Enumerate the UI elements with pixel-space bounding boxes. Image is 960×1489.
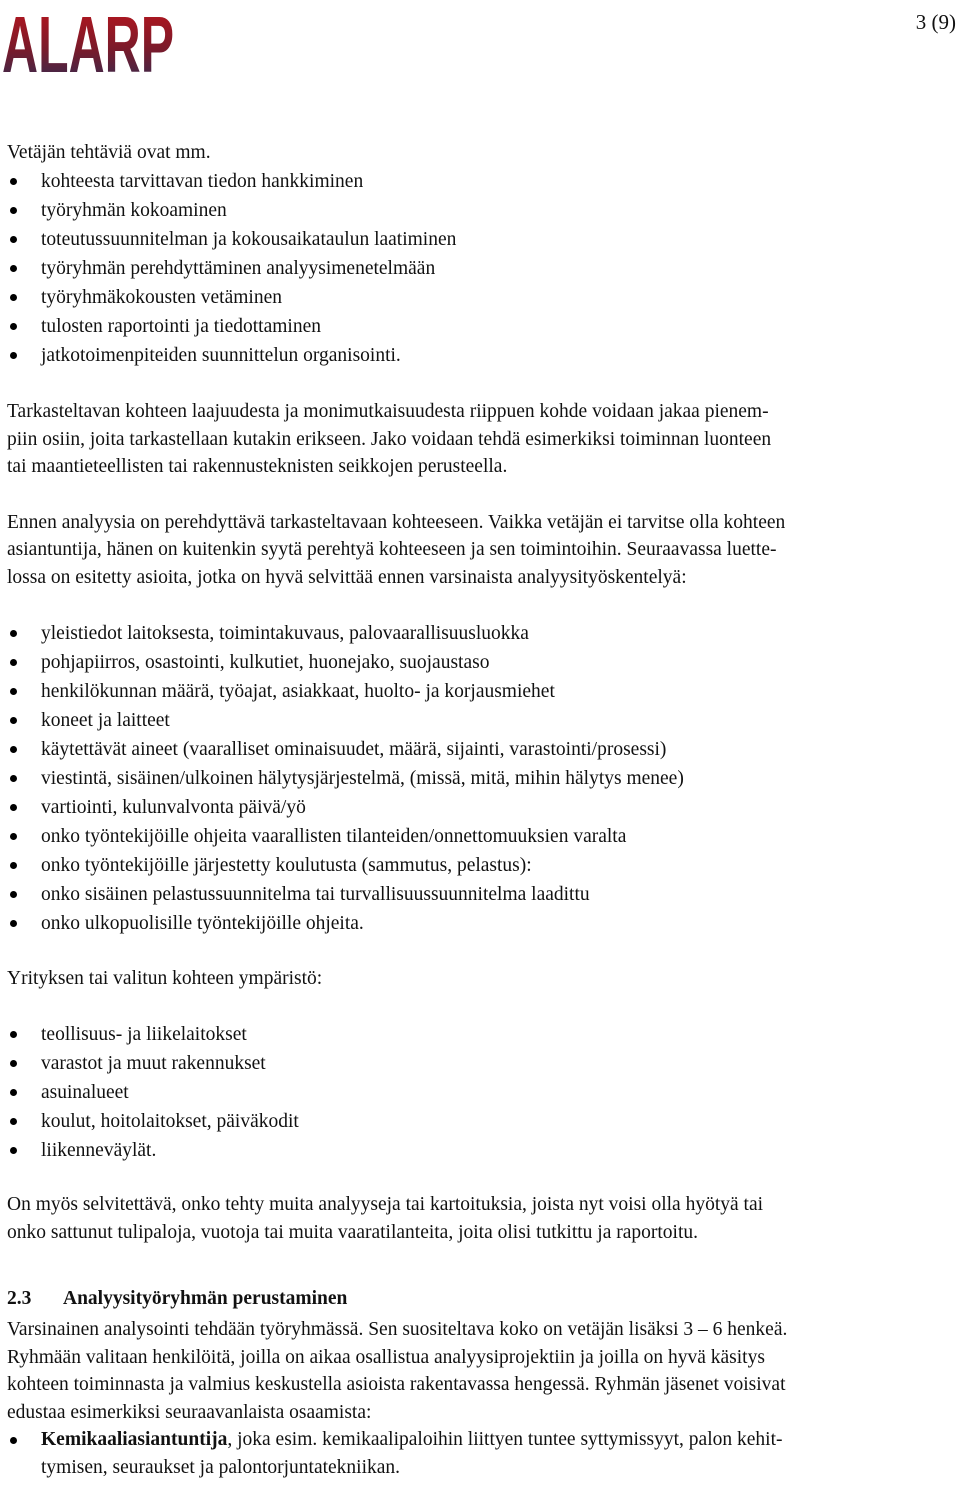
section-heading <box>7 1284 957 1313</box>
text-line: kohteen toiminnasta ja valmius keskustella asioista rakentavassa hengessä. Ryhmän jäsenet voisivat <box>7 1374 786 1395</box>
list-item: toteutussuunnitelman ja kokousaikataulun laatiminen <box>7 225 957 254</box>
text-line: On myös selvitettävä, onko tehty muita analyyseja tai kartoituksia, joista nyt voisi olla hyötyä tai <box>7 1194 764 1215</box>
paragraph-division <box>7 398 957 481</box>
list-item: onko sisäinen pelastussuunnitelma tai turvallisuussuunnitelma laadittu <box>7 880 957 909</box>
paragraph-working-group <box>7 1316 957 1426</box>
list-item: työryhmän perehdyttäminen analyysimenetelmään <box>7 254 957 283</box>
list-item: koneet ja laitteet <box>7 706 957 735</box>
text-line: tai maantieteellisten tai rakennusteknisten seikkojen perusteella. <box>7 456 508 477</box>
paragraph-other-analyses <box>7 1191 957 1246</box>
paragraph-orientation <box>7 509 957 592</box>
logo-text: ALARP <box>2 0 174 89</box>
checklist <box>7 619 957 938</box>
list-item: viestintä, sisäinen/ulkoinen hälytysjärjestelmä, (missä, mitä, mihin hälytys menee) <box>7 764 957 793</box>
page-number: 3 (9) <box>915 10 956 34</box>
section-number: 2.3 <box>7 1288 32 1309</box>
list-item: varastot ja muut rakennukset <box>7 1049 957 1078</box>
text-line: Tarkasteltavan kohteen laajuudesta ja monimutkaisuudesta riippuen kohde voidaan jakaa pienem- <box>7 401 769 422</box>
text-line: Ennen analyysia on perehdyttävä tarkasteltavaan kohteeseen. Vaikka vetäjän ei tarvitse olla kohteen <box>7 511 786 533</box>
text-line: , joka esim. kemikaalipaloihin liittyen tuntee syttymissyyt, palon kehit- <box>227 1429 783 1450</box>
text-line: Varsinainen analysointi tehdään työryhmässä. Sen suositeltava koko on vetäjän lisäksi 3 – 6 henkeä. <box>7 1319 788 1340</box>
text-line: tymisen, seuraukset ja palontorjuntatekniikan. <box>41 1456 401 1478</box>
expertise-term: Kemikaaliasiantuntija <box>41 1429 228 1450</box>
list-item: tulosten raportointi ja tiedottaminen <box>7 312 957 341</box>
expertise-list <box>7 1426 957 1481</box>
document-body <box>7 138 957 1481</box>
section-title: Analyysityöryhmän perustaminen <box>63 1288 348 1309</box>
list-item: pohjapiirros, osastointi, kulkutiet, huonejako, suojaustaso <box>7 648 957 677</box>
list-item: käytettävät aineet (vaaralliset ominaisuudet, määrä, sijainti, varastointi/prosessi) <box>7 735 957 764</box>
list-item: vartiointi, kulunvalvonta päivä/yö <box>7 793 957 822</box>
text-line: onko sattunut tulipaloja, vuotoja tai muita vaaratilanteita, joita olisi tutkittu ja raportoitu. <box>7 1221 699 1243</box>
list-item: koulut, hoitolaitokset, päiväkodit <box>7 1107 957 1136</box>
alarp-logo <box>2 0 174 89</box>
list-item: onko työntekijöille ohjeita vaarallisten tilanteiden/onnettomuuksien varalta <box>7 822 957 851</box>
list-item: onko ulkopuolisille työntekijöille ohjeita. <box>7 909 957 938</box>
list-item: jatkotoimenpiteiden suunnittelun organisointi. <box>7 341 957 370</box>
text-line: edustaa esimerkiksi seuraavanlaista osaamista: <box>7 1401 372 1423</box>
text-line: lossa on esitetty asioita, jotka on hyvä selvittää ennen varsinaista analyysityöskentelyä: <box>7 566 687 588</box>
environment-list <box>7 1020 957 1165</box>
text-line: Ryhmään valitaan henkilöitä, joilla on aikaa osallistua analyysiprojektiin ja joilla on hyvä käsitys <box>7 1346 765 1368</box>
list-item: teollisuus- ja liikelaitokset <box>7 1020 957 1049</box>
list-item: asuinalueet <box>7 1078 957 1107</box>
list-item: liikenneväylät. <box>7 1136 957 1165</box>
text-line: piin osiin, joita tarkastellaan kutakin erikseen. Jako voidaan tehdä esimerkiksi toiminnan luonteen <box>7 428 772 450</box>
duties-list <box>7 167 957 370</box>
text-line: asiantuntija, hänen on kuitenkin syytä perehtyä kohteeseen ja sen toimintoihin. Seuraavassa luette- <box>7 539 777 560</box>
list-item: työryhmän kokoaminen <box>7 196 957 225</box>
list-item <box>7 1426 957 1481</box>
list-item: työryhmäkokousten vetäminen <box>7 283 957 312</box>
list-item: henkilökunnan määrä, työajat, asiakkaat, huolto- ja korjausmiehet <box>7 677 957 706</box>
list-item: kohteesta tarvittavan tiedon hankkiminen <box>7 167 957 196</box>
list-item: onko työntekijöille järjestetty koulutusta (sammutus, pelastus): <box>7 851 957 880</box>
list-item: yleistiedot laitoksesta, toimintakuvaus, palovaarallisuusluokka <box>7 619 957 648</box>
intro-text: Vetäjän tehtäviä ovat mm. <box>7 142 211 163</box>
environment-intro: Yrityksen tai valitun kohteen ympäristö: <box>7 968 323 989</box>
